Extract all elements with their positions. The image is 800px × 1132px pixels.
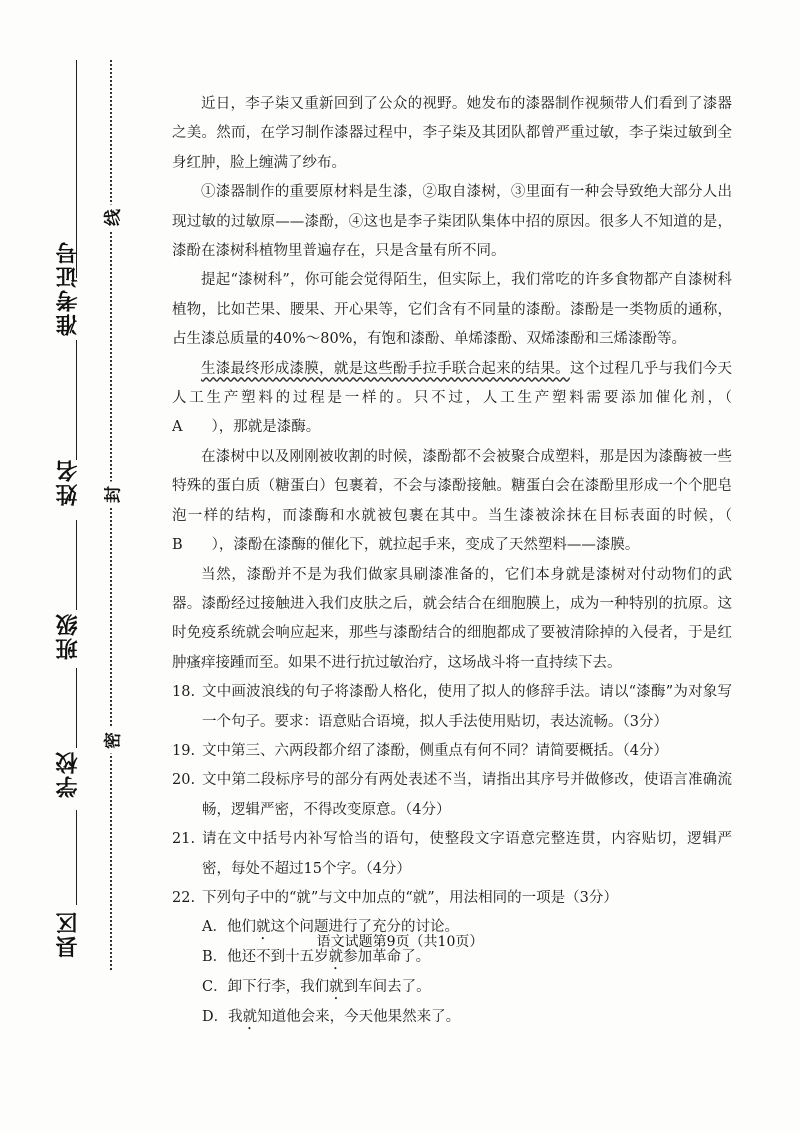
- question-number: 18.: [172, 684, 196, 701]
- question-18: [172, 678, 732, 737]
- label-class: 班级: [55, 612, 81, 660]
- name-underline: [76, 340, 77, 460]
- dotted-character: 就: [328, 949, 344, 966]
- binding-margin: [0, 0, 130, 1132]
- question-20: [172, 766, 732, 825]
- option-text: 参加革命了。: [343, 949, 431, 966]
- dotted-character: 就: [329, 979, 344, 996]
- option-text: B．他还不到十五岁: [202, 949, 329, 966]
- option-text: A．他们: [202, 919, 256, 936]
- question-19: [172, 737, 732, 766]
- option-text: D．我: [202, 1009, 243, 1026]
- label-district: 县区: [55, 910, 81, 958]
- question-text: 文中第三、六两段都介绍了漆酚，侧重点有何不同？请简要概括。（4分）: [202, 742, 668, 759]
- question-21: [172, 825, 732, 884]
- district-underline: [76, 810, 77, 905]
- passage-paragraph-3: 提起“漆树科”，你可能会觉得陌生，但实际上，我们常吃的许多食物都产自漆树科植物，比如芒果、腰果、开心果等，它们含有不同量的漆酚。漆酚是一类物质的通称，占生漆总质量的40%～80%，有饱和漆酚、单烯漆酚、双烯漆酚和三烯漆酚等。: [172, 272, 732, 348]
- option-text: C．卸下行李，我们: [202, 979, 330, 996]
- question-number: 19.: [172, 742, 196, 759]
- label-school: 学校: [55, 750, 81, 798]
- seal-char-line: 线: [99, 205, 124, 231]
- dotted-character: 就: [242, 1009, 258, 1026]
- passage-paragraph-5: 在漆树中以及刚刚被收割的时候，漆酚都不会被聚合成塑料，那是因为漆酶被一些特殊的蛋白质（糖蛋白）包裹着，不会与漆酚接触。糖蛋白会在漆酚里形成一个个肥皂泡一样的结构，而漆酶和水就被包裹在其中。当生漆被涂抹在目标表面的时候，（ B ），漆酚在漆酶的催化下，就拉起手来，变成了天然塑料——漆膜。: [172, 448, 761, 554]
- passage-paragraph-1: 近日，李子柒又重新回到了公众的视野。她发布的漆器制作视频带人们看到了漆器之美。然而，在学习制作漆器过程中，李子柒及其团队都曾严重过敏，李子柒过敏到全身红肿，脸上缠满了纱布。: [172, 96, 732, 171]
- passage-paragraph-6: 当然，漆酚并不是为我们做家具刷漆准备的，它们本身就是漆树对付动物们的武器。漆酚经过接触进入我们皮肤之后，就会结合在细胞膜上，成为一种特别的抗原。这时免疫系统就会响应起来，那些与漆酚结合的细胞都成了要被清除掉的入侵者，于是红肿瘙痒接踵而至。如果不进行抗过敏治疗，这场战斗将一直持续下去。: [172, 566, 732, 671]
- option-d: [172, 1003, 732, 1033]
- question-22: [172, 884, 732, 913]
- question-text: 请在文中括号内补写恰当的语句，使整段文字语意完整连贯，内容贴切，逻辑严密，每处不超过15个字。（4分）: [202, 831, 732, 877]
- seal-char-secret: 密: [99, 728, 124, 754]
- seal-char-seal: 封: [99, 482, 124, 508]
- option-c: [172, 973, 732, 1003]
- wavy-underlined-sentence: 生漆最终形成漆膜，就是这些酚手拉手联合起来的结果。: [201, 360, 570, 377]
- option-text: 知道他会来，今天他果然来了。: [257, 1009, 461, 1026]
- exam-content: [172, 90, 761, 1033]
- question-number: 20.: [172, 772, 196, 789]
- passage-paragraph-4-rest: 这个过程几乎与我们今天人工生产塑料的过程是一样的。只不过，人工生产塑料需要添加催化剂，（ A ），那就是漆酶。: [172, 360, 761, 436]
- question-text: 文中第二段标序号的部分有两处表述不当，请指出其序号并做修改，使语言准确流畅，逻辑严密，不得改变原意。（4分）: [202, 772, 732, 818]
- class-underline: [76, 520, 77, 610]
- option-text: 这个问题进行了充分的讨论。: [270, 919, 459, 936]
- question-number: 22.: [172, 889, 196, 906]
- question-text: 下列句子中的“就”与文中加点的“就”，用法相同的一项是（3分）: [202, 889, 618, 906]
- question-text: 文中画波浪线的句子将漆酚人格化，使用了拟人的修辞手法。请以“漆酶”为对象写一个句子。要求：语意贴合语境，拟人手法使用贴切，表达流畅。（3分）: [202, 684, 732, 730]
- label-name: 姓名: [55, 458, 81, 506]
- question-number: 21.: [172, 831, 196, 848]
- dotted-character: 就: [255, 919, 271, 936]
- seal-dotted-line: [110, 60, 112, 970]
- passage-paragraph-2: ①漆器制作的重要原材料是生漆，②取自漆树，③里面有一种会导致绝大部分人出现过敏的过敏原——漆酚，④这也是李子柒团队集体中招的原因。很多人不知道的是，漆酚在漆树科植物里普遍存在，只是含量有所不同。: [172, 184, 732, 260]
- label-exam-number: 准考证号: [55, 240, 81, 336]
- school-underline: [76, 668, 77, 748]
- page-footer: 语文试题第9页（共10页）: [316, 934, 484, 950]
- option-text: 到车间去了。: [343, 979, 431, 996]
- passage-paragraph-4: [172, 355, 761, 443]
